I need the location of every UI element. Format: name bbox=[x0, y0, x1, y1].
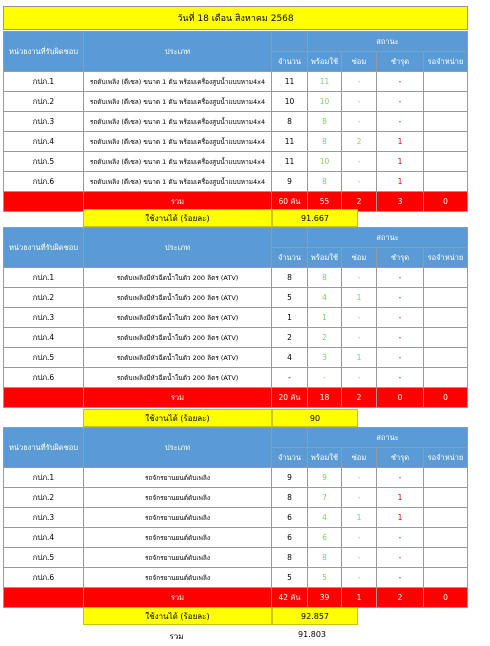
unit-cell: กปภ.2 bbox=[4, 92, 84, 112]
usable-percent-value: 91.667 bbox=[272, 209, 358, 227]
broken-cell: - bbox=[377, 468, 424, 488]
type-cell: รถดับเพลิงมีหัวฉีดน้ำในตัว 200 ลิตร (ATV) bbox=[84, 288, 272, 308]
ready-cell: 2 bbox=[308, 328, 342, 348]
broken-cell: 1 bbox=[377, 132, 424, 152]
type-cell: รถดับเพลิง (ดีเซล) ขนาด 1 ตัน พร้อมเครื่องสูบน้ำแบบหาม4x4 bbox=[84, 152, 272, 172]
fix-cell: - bbox=[342, 72, 377, 92]
ready-cell: 8 bbox=[308, 548, 342, 568]
table-row bbox=[4, 488, 468, 508]
unit-cell: กปภ.4 bbox=[4, 132, 84, 152]
ready-cell: 8 bbox=[308, 132, 342, 152]
usable-percent-row bbox=[83, 409, 358, 427]
fix-header: ซ่อม bbox=[342, 248, 377, 268]
count-cell: - bbox=[272, 368, 308, 388]
type-cell: รถดับเพลิงมีหัวฉีดน้ำในตัว 200 ลิตร (ATV) bbox=[84, 328, 272, 348]
fix-cell: - bbox=[342, 528, 377, 548]
wait-cell bbox=[424, 348, 468, 368]
wait-cell bbox=[424, 172, 468, 192]
ready-cell: 6 bbox=[308, 528, 342, 548]
count-header: จำนวน bbox=[272, 448, 308, 468]
ready-header: พร้อมใช้ bbox=[308, 448, 342, 468]
usable-percent-row bbox=[83, 209, 358, 227]
total-wait: 0 bbox=[424, 388, 468, 408]
broken-cell: - bbox=[377, 308, 424, 328]
table-row bbox=[4, 288, 468, 308]
wait-cell bbox=[424, 328, 468, 348]
usable-percent-value: 92.857 bbox=[272, 607, 358, 625]
type-cell: รถดับเพลิง (ดีเซล) ขนาด 1 ตัน พร้อมเครื่องสูบน้ำแบบหาม4x4 bbox=[84, 172, 272, 192]
table-row bbox=[4, 548, 468, 568]
usable-percent-label: ใช้งานได้ (ร้อยละ) bbox=[83, 607, 272, 625]
count-cell: 1 bbox=[272, 308, 308, 328]
wait-cell bbox=[424, 152, 468, 172]
type-cell: รถดับเพลิง (ดีเซล) ขนาด 1 ตัน พร้อมเครื่องสูบน้ำแบบหาม4x4 bbox=[84, 132, 272, 152]
fix-cell: - bbox=[342, 568, 377, 588]
broken-cell: - bbox=[377, 328, 424, 348]
fix-header: ซ่อม bbox=[342, 448, 377, 468]
grand-total-value: 91.803 bbox=[298, 630, 326, 639]
wait-cell bbox=[424, 72, 468, 92]
type-cell: รถดับเพลิงมีหัวฉีดน้ำในตัว 200 ลิตร (ATV) bbox=[84, 368, 272, 388]
type-header: ประเภท bbox=[84, 428, 272, 468]
fix-cell: - bbox=[342, 368, 377, 388]
count-cell: 11 bbox=[272, 152, 308, 172]
grand-total-label: รวม bbox=[169, 632, 184, 641]
unit-cell: กปภ.6 bbox=[4, 568, 84, 588]
type-cell: รถดับเพลิง (ดีเซล) ขนาด 1 ตัน พร้อมเครื่องสูบน้ำแบบหาม4x4 bbox=[84, 72, 272, 92]
count-header: จำนวน bbox=[272, 52, 308, 72]
unit-cell: กปภ.5 bbox=[4, 548, 84, 568]
broken-header: ชำรุด bbox=[377, 248, 424, 268]
usable-percent-label: ใช้งานได้ (ร้อยละ) bbox=[83, 209, 272, 227]
count-cell: 8 bbox=[272, 548, 308, 568]
usable-percent-row bbox=[83, 607, 358, 625]
count-cell: 8 bbox=[272, 488, 308, 508]
wait-cell bbox=[424, 528, 468, 548]
unit-header: หน่วยงานที่รับผิดชอบ bbox=[4, 228, 84, 268]
total-count: 60 คัน bbox=[272, 192, 308, 212]
wait-cell bbox=[424, 568, 468, 588]
ready-cell: 7 bbox=[308, 488, 342, 508]
table-row bbox=[4, 308, 468, 328]
table-row bbox=[4, 328, 468, 348]
fix-cell: - bbox=[342, 468, 377, 488]
total-fix: 2 bbox=[342, 192, 377, 212]
total-broken: 3 bbox=[377, 192, 424, 212]
ready-cell: 5 bbox=[308, 568, 342, 588]
table-row bbox=[4, 172, 468, 192]
fix-cell: - bbox=[342, 548, 377, 568]
unit-cell: กปภ.2 bbox=[4, 488, 84, 508]
total-fix: 2 bbox=[342, 388, 377, 408]
fix-cell: 2 bbox=[342, 132, 377, 152]
unit-cell: กปภ.6 bbox=[4, 172, 84, 192]
wait-cell bbox=[424, 132, 468, 152]
ready-header: พร้อมใช้ bbox=[308, 52, 342, 72]
total-label: รวม bbox=[84, 192, 272, 212]
unit-cell: กปภ.3 bbox=[4, 508, 84, 528]
broken-cell: - bbox=[377, 72, 424, 92]
count-cell: 10 bbox=[272, 92, 308, 112]
total-broken: 2 bbox=[377, 588, 424, 608]
type-header: ประเภท bbox=[84, 32, 272, 72]
wait-cell bbox=[424, 288, 468, 308]
total-label: รวม bbox=[84, 588, 272, 608]
type-cell: รถดับเพลิงมีหัวฉีดน้ำในตัว 200 ลิตร (ATV) bbox=[84, 308, 272, 328]
wait-cell bbox=[424, 508, 468, 528]
fix-cell: - bbox=[342, 268, 377, 288]
unit-cell: กปภ.1 bbox=[4, 468, 84, 488]
status-header: สถานะ bbox=[308, 428, 468, 448]
unit-cell: กปภ.6 bbox=[4, 368, 84, 388]
report-date-text: วันที่ 18 เดือน สิงหาคม 2568 bbox=[177, 14, 294, 24]
broken-cell: - bbox=[377, 288, 424, 308]
table-row bbox=[4, 152, 468, 172]
count-cell: 6 bbox=[272, 528, 308, 548]
total-ready: 55 bbox=[308, 192, 342, 212]
total-ready: 39 bbox=[308, 588, 342, 608]
ready-cell: 8 bbox=[308, 112, 342, 132]
ready-cell: - bbox=[308, 368, 342, 388]
wait-cell bbox=[424, 92, 468, 112]
broken-header: ชำรุด bbox=[377, 448, 424, 468]
type-cell: รถจักรยานยนต์ดับเพลิง bbox=[84, 488, 272, 508]
unit-cell: กปภ.5 bbox=[4, 348, 84, 368]
total-row bbox=[4, 388, 468, 408]
broken-cell: - bbox=[377, 268, 424, 288]
unit-header: หน่วยงานที่รับผิดชอบ bbox=[4, 32, 84, 72]
broken-cell: 1 bbox=[377, 508, 424, 528]
wait-cell bbox=[424, 308, 468, 328]
count-cell: 11 bbox=[272, 132, 308, 152]
table-row bbox=[4, 112, 468, 132]
broken-cell: 1 bbox=[377, 152, 424, 172]
type-cell: รถจักรยานยนต์ดับเพลิง bbox=[84, 528, 272, 548]
wait-cell bbox=[424, 368, 468, 388]
unit-cell: กปภ.4 bbox=[4, 328, 84, 348]
count-cell: 4 bbox=[272, 348, 308, 368]
wait-cell bbox=[424, 268, 468, 288]
ready-cell: 10 bbox=[308, 92, 342, 112]
unit-cell: กปภ.2 bbox=[4, 288, 84, 308]
table-row bbox=[4, 132, 468, 152]
broken-cell: - bbox=[377, 568, 424, 588]
broken-cell: - bbox=[377, 368, 424, 388]
fix-cell: - bbox=[342, 152, 377, 172]
table-row bbox=[4, 568, 468, 588]
usable-percent-value: 90 bbox=[272, 409, 358, 427]
fix-header: ซ่อม bbox=[342, 52, 377, 72]
count-cell: 5 bbox=[272, 288, 308, 308]
table-row bbox=[4, 348, 468, 368]
status-header: สถานะ bbox=[308, 228, 468, 248]
total-wait: 0 bbox=[424, 192, 468, 212]
type-cell: รถจักรยานยนต์ดับเพลิง bbox=[84, 508, 272, 528]
count-cell: 8 bbox=[272, 112, 308, 132]
usable-percent-label: ใช้งานได้ (ร้อยละ) bbox=[83, 409, 272, 427]
status-table-2 bbox=[3, 227, 468, 408]
grand-total-row bbox=[83, 630, 356, 646]
table-row bbox=[4, 72, 468, 92]
count-cell: 9 bbox=[272, 468, 308, 488]
table-row bbox=[4, 368, 468, 388]
status-table-1 bbox=[3, 31, 468, 212]
type-cell: รถจักรยานยนต์ดับเพลิง bbox=[84, 468, 272, 488]
table-row bbox=[4, 508, 468, 528]
total-row bbox=[4, 588, 468, 608]
type-cell: รถดับเพลิงมีหัวฉีดน้ำในตัว 200 ลิตร (ATV) bbox=[84, 268, 272, 288]
wait-cell bbox=[424, 112, 468, 132]
broken-cell: - bbox=[377, 92, 424, 112]
type-cell: รถดับเพลิงมีหัวฉีดน้ำในตัว 200 ลิตร (ATV) bbox=[84, 348, 272, 368]
count-cell: 6 bbox=[272, 508, 308, 528]
ready-header: พร้อมใช้ bbox=[308, 248, 342, 268]
type-cell: รถดับเพลิง (ดีเซล) ขนาด 1 ตัน พร้อมเครื่องสูบน้ำแบบหาม4x4 bbox=[84, 112, 272, 132]
broken-cell: 1 bbox=[377, 172, 424, 192]
wait-cell bbox=[424, 548, 468, 568]
broken-header: ชำรุด bbox=[377, 52, 424, 72]
fix-cell: - bbox=[342, 308, 377, 328]
broken-cell: - bbox=[377, 548, 424, 568]
report-date-title bbox=[3, 6, 468, 30]
total-wait: 0 bbox=[424, 588, 468, 608]
ready-cell: 4 bbox=[308, 508, 342, 528]
type-header: ประเภท bbox=[84, 228, 272, 268]
wait-cell bbox=[424, 488, 468, 508]
broken-cell: - bbox=[377, 348, 424, 368]
ready-cell: 11 bbox=[308, 72, 342, 92]
fix-cell: 1 bbox=[342, 348, 377, 368]
count-cell: 5 bbox=[272, 568, 308, 588]
count-cell: 9 bbox=[272, 172, 308, 192]
ready-cell: 3 bbox=[308, 348, 342, 368]
ready-cell: 4 bbox=[308, 288, 342, 308]
total-count: 42 คัน bbox=[272, 588, 308, 608]
ready-cell: 8 bbox=[308, 268, 342, 288]
ready-cell: 10 bbox=[308, 152, 342, 172]
count-cell: 2 bbox=[272, 328, 308, 348]
broken-cell: 1 bbox=[377, 488, 424, 508]
type-cell: รถจักรยานยนต์ดับเพลิง bbox=[84, 568, 272, 588]
unit-cell: กปภ.3 bbox=[4, 112, 84, 132]
wait-cell bbox=[424, 468, 468, 488]
total-ready: 18 bbox=[308, 388, 342, 408]
unit-cell: กปภ.1 bbox=[4, 268, 84, 288]
type-cell: รถดับเพลิง (ดีเซล) ขนาด 1 ตัน พร้อมเครื่องสูบน้ำแบบหาม4x4 bbox=[84, 92, 272, 112]
count-cell: 11 bbox=[272, 72, 308, 92]
unit-cell: กปภ.1 bbox=[4, 72, 84, 92]
unit-cell: กปภ.3 bbox=[4, 308, 84, 328]
wait-header: รอจำหน่าย bbox=[424, 448, 468, 468]
unit-header: หน่วยงานที่รับผิดชอบ bbox=[4, 428, 84, 468]
table-row bbox=[4, 92, 468, 112]
broken-cell: - bbox=[377, 528, 424, 548]
broken-cell: - bbox=[377, 112, 424, 132]
count-cell: 8 bbox=[272, 268, 308, 288]
ready-cell: 8 bbox=[308, 172, 342, 192]
ready-cell: 9 bbox=[308, 468, 342, 488]
status-table-3 bbox=[3, 427, 468, 608]
fix-cell: 1 bbox=[342, 508, 377, 528]
fix-cell: - bbox=[342, 92, 377, 112]
fix-cell: - bbox=[342, 328, 377, 348]
wait-header: รอจำหน่าย bbox=[424, 52, 468, 72]
table-row bbox=[4, 528, 468, 548]
unit-cell: กปภ.5 bbox=[4, 152, 84, 172]
total-count: 20 คัน bbox=[272, 388, 308, 408]
ready-cell: 1 bbox=[308, 308, 342, 328]
status-header: สถานะ bbox=[308, 32, 468, 52]
total-broken: 0 bbox=[377, 388, 424, 408]
table-row bbox=[4, 468, 468, 488]
fix-cell: 1 bbox=[342, 288, 377, 308]
table-row bbox=[4, 268, 468, 288]
unit-cell: กปภ.4 bbox=[4, 528, 84, 548]
type-cell: รถจักรยานยนต์ดับเพลิง bbox=[84, 548, 272, 568]
fix-cell: - bbox=[342, 112, 377, 132]
fix-cell: - bbox=[342, 172, 377, 192]
total-fix: 1 bbox=[342, 588, 377, 608]
count-header: จำนวน bbox=[272, 248, 308, 268]
total-label: รวม bbox=[84, 388, 272, 408]
wait-header: รอจำหน่าย bbox=[424, 248, 468, 268]
fix-cell: - bbox=[342, 488, 377, 508]
